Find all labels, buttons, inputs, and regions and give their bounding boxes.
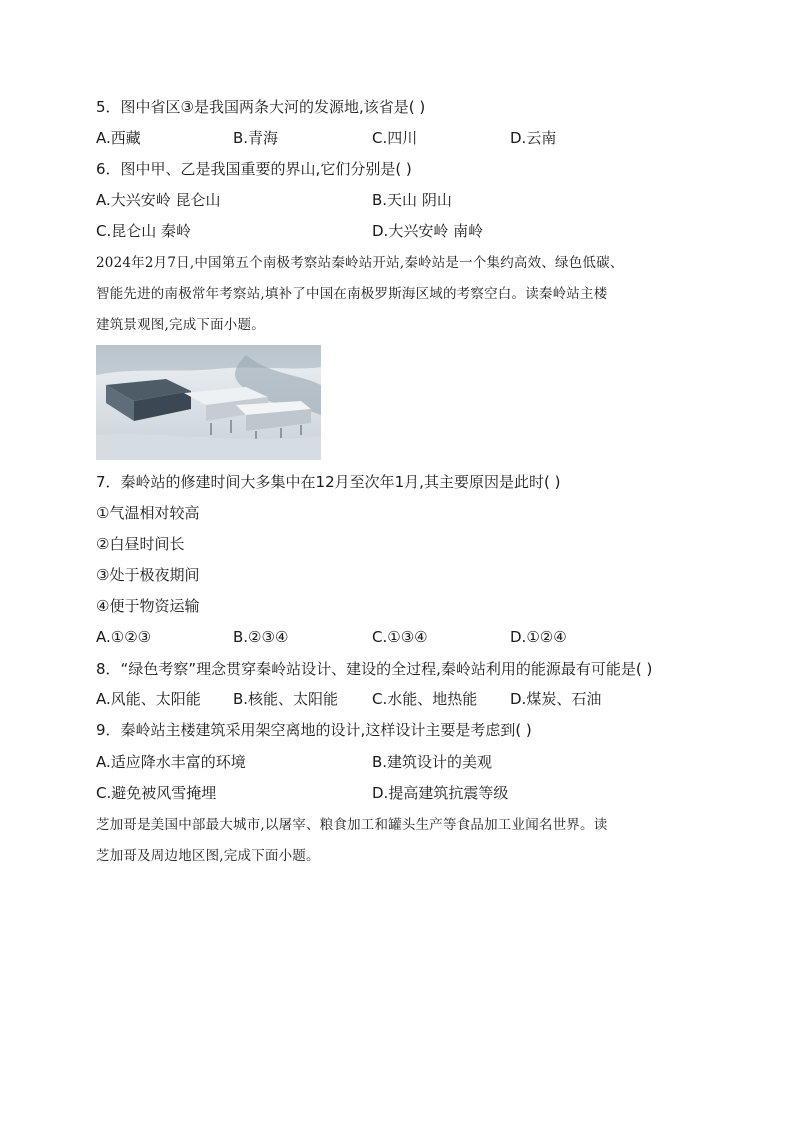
q5-stem: 5．图中省区③是我国两条大河的发源地,该省是( ) <box>96 98 426 116</box>
q7-stem: 7．秦岭站的修建时间大多集中在12月至次年1月,其主要原因是此时( ) <box>96 473 561 491</box>
q9-option-a: A.适应降水丰富的环境 <box>96 753 246 771</box>
q7-option-b: B.②③④ <box>233 628 289 646</box>
passage1-line-3: 建筑景观图,完成下面小题。 <box>96 317 265 333</box>
q9-option-d: D.提高建筑抗震等级 <box>372 784 509 802</box>
q7-item-2: ②白昼时间长 <box>96 535 185 553</box>
q6-option-a: A.大兴安岭 昆仑山 <box>96 191 221 209</box>
q8-stem: 8．“绿色考察”理念贯穿秦岭站设计、建设的全过程,秦岭站利用的能源最有可能是( ) <box>96 660 653 678</box>
q5-option-a: A.西藏 <box>96 129 141 147</box>
q8-option-a: A.风能、太阳能 <box>96 690 201 708</box>
q6-stem: 6．图中甲、乙是我国重要的界山,它们分别是( ) <box>96 160 412 178</box>
q7-item-4: ④便于物资运输 <box>96 597 200 615</box>
q5-option-c: C.四川 <box>372 129 418 147</box>
passage2-line-1: 芝加哥是美国中部最大城市,以屠宰、粮食加工和罐头生产等食品加工业闻名世界。读 <box>96 817 608 833</box>
q8-option-c: C.水能、地热能 <box>372 690 478 708</box>
q6-option-d: D.大兴安岭 南岭 <box>372 222 484 240</box>
q7-item-3: ③处于极夜期间 <box>96 566 200 584</box>
passage2-line-2: 芝加哥及周边地区图,完成下面小题。 <box>96 848 320 864</box>
q9-option-b: B.建筑设计的美观 <box>372 753 493 771</box>
q9-option-c: C.避免被风雪掩埋 <box>96 784 217 802</box>
q5-option-d: D.云南 <box>510 129 557 147</box>
q6-option-b: B.天山 阴山 <box>372 191 452 209</box>
q7-option-c: C.①③④ <box>372 628 428 646</box>
q6-option-c: C.昆仑山 秦岭 <box>96 222 192 240</box>
qinling-station-photo <box>96 345 321 460</box>
q5-option-b: B.青海 <box>233 129 279 147</box>
q8-option-d: D.煤炭、石油 <box>510 690 602 708</box>
passage1-line-2: 智能先进的南极常年考察站,填补了中国在南极罗斯海区域的考察空白。读秦岭站主楼 <box>96 286 608 302</box>
q7-option-a: A.①②③ <box>96 628 152 646</box>
q7-option-d: D.①②④ <box>510 628 567 646</box>
q7-item-1: ①气温相对较高 <box>96 504 200 522</box>
q9-stem: 9．秦岭站主楼建筑采用架空离地的设计,这样设计主要是考虑到( ) <box>96 721 532 739</box>
passage1-line-1: 2024年2月7日,中国第五个南极考察站秦岭站开站,秦岭站是一个集约高效、绿色低碳、 <box>96 255 624 271</box>
q8-option-b: B.核能、太阳能 <box>233 690 339 708</box>
